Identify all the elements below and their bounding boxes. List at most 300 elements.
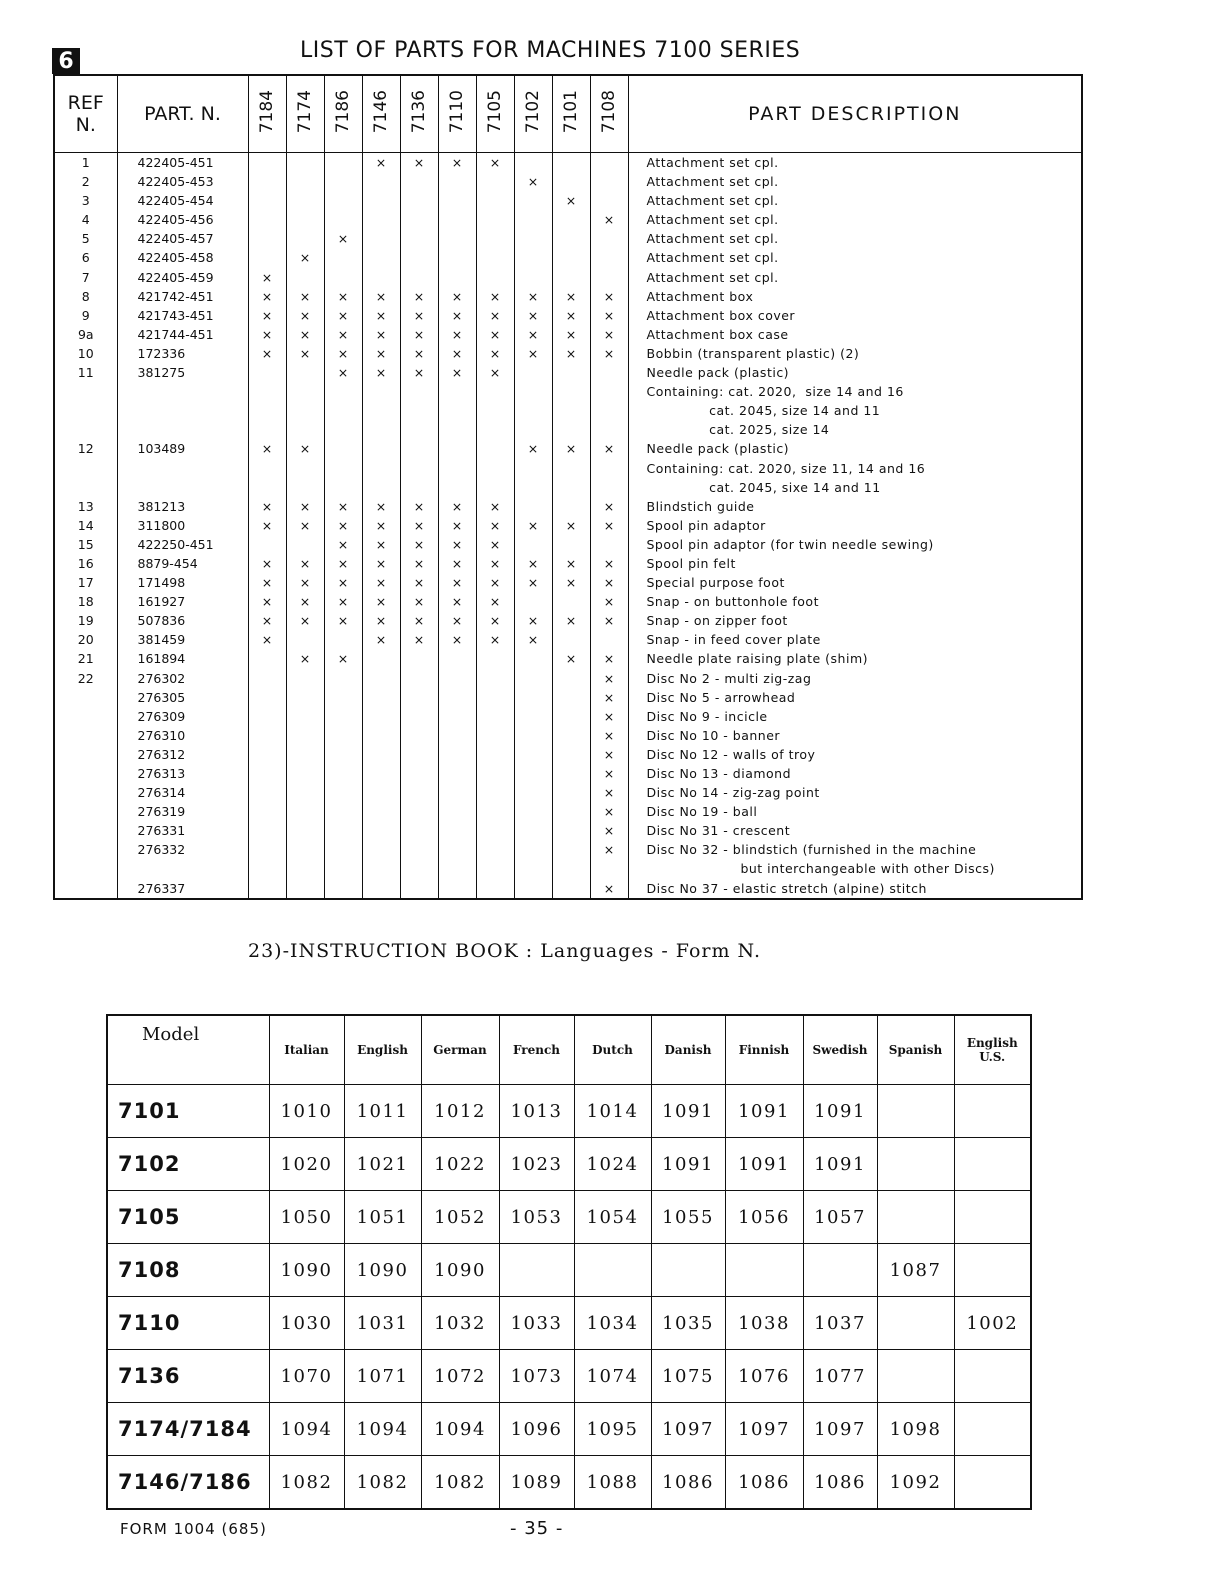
- mark-cell: [476, 726, 514, 745]
- mark-cell: [590, 459, 628, 478]
- description-cell: Attachment set cpl.: [628, 172, 1082, 191]
- mark-cell: [248, 669, 286, 688]
- mark-cell: [400, 802, 438, 821]
- form-number-cell: 1014: [574, 1085, 651, 1138]
- check-mark: ×: [375, 555, 387, 571]
- description-cell: Attachment set cpl.: [628, 248, 1082, 267]
- check-mark: ×: [375, 307, 387, 323]
- mark-cell: [248, 363, 286, 382]
- model-cell: 7108: [107, 1244, 269, 1297]
- form-number-cell: 1096: [499, 1403, 574, 1456]
- mark-cell: [324, 382, 362, 401]
- mark-cell: [286, 726, 324, 745]
- check-mark: ×: [261, 326, 273, 342]
- table-row: [54, 707, 1082, 726]
- check-mark: ×: [603, 823, 615, 839]
- mark-cell: [552, 859, 590, 878]
- table-row: [54, 726, 1082, 745]
- form-number-cell: 1097: [651, 1403, 725, 1456]
- check-mark: ×: [337, 365, 349, 381]
- mark-cell: [552, 764, 590, 783]
- check-mark: ×: [299, 651, 311, 667]
- page-title: LIST OF PARTS FOR MACHINES 7100 SERIES: [300, 38, 801, 63]
- mark-cell: [400, 783, 438, 802]
- mark-cell: [552, 726, 590, 745]
- mark-cell: [324, 401, 362, 420]
- mark-cell: [400, 382, 438, 401]
- model-header-7174: [286, 75, 324, 153]
- mark-cell: [362, 764, 400, 783]
- ref-cell: 9a: [54, 325, 117, 344]
- form-number-cell: [877, 1191, 954, 1244]
- mark-cell: [286, 439, 324, 458]
- mark-cell: [590, 478, 628, 497]
- part-number-cell: 311800: [117, 516, 248, 535]
- mark-cell: [248, 611, 286, 630]
- mark-cell: [362, 172, 400, 191]
- description-cell: Containing: cat. 2020, size 14 and 16: [628, 382, 1082, 401]
- check-mark: ×: [451, 555, 463, 571]
- part-number-cell: [117, 859, 248, 878]
- table-row: [107, 1456, 1031, 1510]
- model-header-7108: [590, 75, 628, 153]
- form-number-cell: 1024: [574, 1138, 651, 1191]
- check-mark: ×: [337, 288, 349, 304]
- mark-cell: [324, 802, 362, 821]
- mark-cell: [362, 229, 400, 248]
- mark-cell: [552, 707, 590, 726]
- mark-cell: [400, 535, 438, 554]
- mark-cell: [400, 191, 438, 210]
- form-number-cell: 1090: [269, 1244, 344, 1297]
- description-cell: Disc No 37 - elastic stretch (alpine) stitch: [628, 879, 1082, 899]
- model-cell: 7102: [107, 1138, 269, 1191]
- mark-cell: [476, 248, 514, 267]
- check-mark: ×: [299, 288, 311, 304]
- table-row: [107, 1297, 1031, 1350]
- part-number-cell: 276319: [117, 802, 248, 821]
- mark-cell: [286, 688, 324, 707]
- form-number-cell: 1082: [421, 1456, 499, 1510]
- ref-cell: [54, 478, 117, 497]
- check-mark: ×: [413, 326, 425, 342]
- mark-cell: [552, 745, 590, 764]
- mark-cell: [324, 287, 362, 306]
- mark-cell: [286, 248, 324, 267]
- model-cell: 7110: [107, 1297, 269, 1350]
- model-cell: 7174/7184: [107, 1403, 269, 1456]
- form-number-cell: 1098: [877, 1403, 954, 1456]
- mark-cell: [324, 439, 362, 458]
- mark-cell: [438, 420, 476, 439]
- mark-cell: [476, 191, 514, 210]
- check-mark: ×: [489, 307, 501, 323]
- table-row: [54, 840, 1082, 859]
- model-cell: 7101: [107, 1085, 269, 1138]
- check-mark: ×: [603, 689, 615, 705]
- mark-cell: [514, 439, 552, 458]
- form-number-cell: [877, 1350, 954, 1403]
- check-mark: ×: [527, 174, 539, 190]
- mark-cell: [552, 325, 590, 344]
- form-number-cell: [954, 1403, 1031, 1456]
- mark-cell: [476, 268, 514, 287]
- model-header-7101: [552, 75, 590, 153]
- mark-cell: [552, 459, 590, 478]
- part-number-cell: 507836: [117, 611, 248, 630]
- table-row: [54, 649, 1082, 668]
- mark-cell: [438, 268, 476, 287]
- ref-cell: 11: [54, 363, 117, 382]
- check-mark: ×: [337, 536, 349, 552]
- form-number-cell: 1038: [725, 1297, 803, 1350]
- ref-cell: [54, 764, 117, 783]
- check-mark: ×: [565, 345, 577, 361]
- table-row: [54, 497, 1082, 516]
- part-number-cell: 276312: [117, 745, 248, 764]
- mark-cell: [552, 153, 590, 173]
- table-row: [54, 382, 1082, 401]
- mark-cell: [590, 363, 628, 382]
- mark-cell: [400, 325, 438, 344]
- part-number-cell: 421744-451: [117, 325, 248, 344]
- mark-cell: [552, 783, 590, 802]
- check-mark: ×: [603, 785, 615, 801]
- model-cell: 7146/7186: [107, 1456, 269, 1510]
- mark-cell: [438, 821, 476, 840]
- mark-cell: [286, 401, 324, 420]
- table-row: [107, 1138, 1031, 1191]
- mark-cell: [514, 306, 552, 325]
- form-number-cell: 1056: [725, 1191, 803, 1244]
- mark-cell: [248, 821, 286, 840]
- mark-cell: [438, 344, 476, 363]
- mark-cell: [438, 649, 476, 668]
- language-header: French: [499, 1015, 574, 1085]
- mark-cell: [400, 821, 438, 840]
- mark-cell: [438, 153, 476, 173]
- mark-cell: [438, 688, 476, 707]
- check-mark: ×: [451, 288, 463, 304]
- check-mark: ×: [489, 613, 501, 629]
- form-number-cell: 1011: [344, 1085, 421, 1138]
- check-mark: ×: [413, 288, 425, 304]
- mark-cell: [590, 821, 628, 840]
- check-mark: ×: [261, 345, 273, 361]
- mark-cell: [476, 439, 514, 458]
- ref-cell: 17: [54, 573, 117, 592]
- part-number-cell: 422405-458: [117, 248, 248, 267]
- ref-cell: [54, 745, 117, 764]
- part-number-cell: 381213: [117, 497, 248, 516]
- form-number-cell: [954, 1085, 1031, 1138]
- mark-cell: [438, 459, 476, 478]
- mark-cell: [286, 611, 324, 630]
- ref-cell: 10: [54, 344, 117, 363]
- mark-cell: [590, 535, 628, 554]
- form-number-cell: 1070: [269, 1350, 344, 1403]
- check-mark: ×: [413, 555, 425, 571]
- check-mark: ×: [337, 345, 349, 361]
- form-number-cell: 1097: [803, 1403, 877, 1456]
- check-mark: ×: [565, 651, 577, 667]
- mark-cell: [362, 840, 400, 859]
- mark-cell: [248, 554, 286, 573]
- check-mark: ×: [337, 594, 349, 610]
- check-mark: ×: [337, 555, 349, 571]
- form-number-cell: 1034: [574, 1297, 651, 1350]
- check-mark: ×: [299, 594, 311, 610]
- mark-cell: [324, 745, 362, 764]
- mark-cell: [514, 802, 552, 821]
- mark-cell: [590, 268, 628, 287]
- check-mark: ×: [603, 555, 615, 571]
- mark-cell: [438, 382, 476, 401]
- check-mark: ×: [603, 727, 615, 743]
- check-mark: ×: [337, 613, 349, 629]
- mark-cell: [476, 478, 514, 497]
- form-number-cell: 1033: [499, 1297, 574, 1350]
- description-cell: Bobbin (transparent plastic) (2): [628, 344, 1082, 363]
- model-header-label: 7184: [257, 90, 277, 134]
- mark-cell: [514, 783, 552, 802]
- description-cell: Attachment box case: [628, 325, 1082, 344]
- check-mark: ×: [375, 288, 387, 304]
- mark-cell: [400, 764, 438, 783]
- page-number: - 35 -: [510, 1518, 564, 1539]
- ref-cell: [54, 707, 117, 726]
- check-mark: ×: [299, 517, 311, 533]
- mark-cell: [552, 592, 590, 611]
- mark-cell: [552, 420, 590, 439]
- mark-cell: [400, 669, 438, 688]
- mark-cell: [324, 764, 362, 783]
- form-number-cell: 1002: [954, 1297, 1031, 1350]
- mark-cell: [324, 783, 362, 802]
- description-cell: cat. 2025, size 14: [628, 420, 1082, 439]
- table-row: [54, 229, 1082, 248]
- table-row: [54, 153, 1082, 173]
- form-number-cell: 1052: [421, 1191, 499, 1244]
- mark-cell: [476, 764, 514, 783]
- mark-cell: [286, 229, 324, 248]
- check-mark: ×: [261, 517, 273, 533]
- mark-cell: [324, 248, 362, 267]
- check-mark: ×: [375, 365, 387, 381]
- mark-cell: [400, 248, 438, 267]
- description-cell: Special purpose foot: [628, 573, 1082, 592]
- model-header-7110: [438, 75, 476, 153]
- mark-cell: [362, 248, 400, 267]
- description-cell: Attachment box cover: [628, 306, 1082, 325]
- mark-cell: [362, 325, 400, 344]
- mark-cell: [438, 191, 476, 210]
- check-mark: ×: [375, 155, 387, 170]
- mark-cell: [286, 649, 324, 668]
- form-number-cell: 1094: [421, 1403, 499, 1456]
- mark-cell: [248, 840, 286, 859]
- check-mark: ×: [451, 345, 463, 361]
- check-mark: ×: [337, 575, 349, 591]
- check-mark: ×: [527, 632, 539, 648]
- check-mark: ×: [489, 594, 501, 610]
- mark-cell: [476, 363, 514, 382]
- check-mark: ×: [489, 155, 501, 170]
- check-mark: ×: [603, 594, 615, 610]
- mark-cell: [438, 726, 476, 745]
- table-row: [54, 554, 1082, 573]
- mark-cell: [400, 554, 438, 573]
- mark-cell: [514, 649, 552, 668]
- mark-cell: [590, 630, 628, 649]
- mark-cell: [552, 554, 590, 573]
- check-mark: ×: [261, 613, 273, 629]
- mark-cell: [438, 592, 476, 611]
- mark-cell: [286, 802, 324, 821]
- mark-cell: [324, 879, 362, 899]
- ref-cell: [54, 879, 117, 899]
- ref-header: REF N.: [54, 75, 117, 153]
- mark-cell: [400, 420, 438, 439]
- check-mark: ×: [261, 288, 273, 304]
- mark-cell: [286, 879, 324, 899]
- check-mark: ×: [565, 517, 577, 533]
- mark-cell: [438, 630, 476, 649]
- mark-cell: [476, 707, 514, 726]
- language-header: English: [344, 1015, 421, 1085]
- form-number-cell: 1086: [803, 1456, 877, 1510]
- form-number-cell: 1075: [651, 1350, 725, 1403]
- check-mark: ×: [489, 517, 501, 533]
- table-row: [107, 1085, 1031, 1138]
- mark-cell: [590, 287, 628, 306]
- mark-cell: [438, 306, 476, 325]
- mark-cell: [590, 153, 628, 173]
- check-mark: ×: [375, 536, 387, 552]
- mark-cell: [286, 306, 324, 325]
- ref-cell: [54, 382, 117, 401]
- parts-body: [54, 153, 1082, 899]
- mark-cell: [438, 573, 476, 592]
- mark-cell: [476, 401, 514, 420]
- mark-cell: [514, 229, 552, 248]
- part-number-cell: 161894: [117, 649, 248, 668]
- mark-cell: [248, 802, 286, 821]
- mark-cell: [362, 669, 400, 688]
- check-mark: ×: [527, 517, 539, 533]
- part-number-cell: 161927: [117, 592, 248, 611]
- description-header: PART DESCRIPTION: [628, 75, 1082, 153]
- ref-cell: 14: [54, 516, 117, 535]
- ref-cell: 9: [54, 306, 117, 325]
- mark-cell: [362, 802, 400, 821]
- mark-cell: [476, 306, 514, 325]
- table-row: [54, 821, 1082, 840]
- mark-cell: [438, 497, 476, 516]
- mark-cell: [248, 325, 286, 344]
- mark-cell: [476, 535, 514, 554]
- mark-cell: [286, 382, 324, 401]
- description-cell: Disc No 32 - blindstich (furnished in the machine: [628, 840, 1082, 859]
- mark-cell: [438, 210, 476, 229]
- form-number-cell: 1050: [269, 1191, 344, 1244]
- mark-cell: [400, 688, 438, 707]
- mark-cell: [590, 191, 628, 210]
- mark-cell: [476, 840, 514, 859]
- check-mark: ×: [603, 670, 615, 686]
- mark-cell: [552, 172, 590, 191]
- mark-cell: [438, 879, 476, 899]
- language-header: Finnish: [725, 1015, 803, 1085]
- mark-cell: [514, 191, 552, 210]
- part-number-cell: 276314: [117, 783, 248, 802]
- mark-cell: [438, 516, 476, 535]
- mark-cell: [438, 535, 476, 554]
- mark-cell: [248, 573, 286, 592]
- form-number-cell: 1088: [574, 1456, 651, 1510]
- model-header: Model: [107, 1015, 269, 1085]
- mark-cell: [514, 325, 552, 344]
- model-header-label: 7105: [485, 90, 505, 134]
- table-row: [54, 688, 1082, 707]
- mark-cell: [476, 611, 514, 630]
- check-mark: ×: [337, 651, 349, 667]
- form-number-cell: [954, 1244, 1031, 1297]
- mark-cell: [286, 554, 324, 573]
- description-cell: Disc No 14 - zig-zag point: [628, 783, 1082, 802]
- mark-cell: [400, 611, 438, 630]
- mark-cell: [438, 802, 476, 821]
- mark-cell: [248, 191, 286, 210]
- mark-cell: [552, 306, 590, 325]
- mark-cell: [286, 840, 324, 859]
- mark-cell: [362, 707, 400, 726]
- mark-cell: [324, 573, 362, 592]
- form-number-cell: 1051: [344, 1191, 421, 1244]
- mark-cell: [514, 401, 552, 420]
- form-number-cell: 1094: [269, 1403, 344, 1456]
- mark-cell: [476, 802, 514, 821]
- language-header: Danish: [651, 1015, 725, 1085]
- mark-cell: [476, 745, 514, 764]
- check-mark: ×: [375, 498, 387, 514]
- mark-cell: [514, 630, 552, 649]
- check-mark: ×: [375, 613, 387, 629]
- mark-cell: [248, 439, 286, 458]
- check-mark: ×: [565, 307, 577, 323]
- mark-cell: [514, 821, 552, 840]
- mark-cell: [476, 688, 514, 707]
- form-number-cell: [954, 1138, 1031, 1191]
- mark-cell: [590, 649, 628, 668]
- mark-cell: [286, 859, 324, 878]
- part-number-cell: 276313: [117, 764, 248, 783]
- check-mark: ×: [375, 326, 387, 342]
- model-header-label: 7186: [333, 90, 353, 134]
- mark-cell: [286, 210, 324, 229]
- model-header-label: 7146: [371, 90, 391, 134]
- mark-cell: [438, 859, 476, 878]
- form-number-cell: 1021: [344, 1138, 421, 1191]
- mark-cell: [476, 172, 514, 191]
- table-row: [54, 325, 1082, 344]
- mark-cell: [590, 783, 628, 802]
- ref-cell: 5: [54, 229, 117, 248]
- mark-cell: [248, 459, 286, 478]
- mark-cell: [248, 764, 286, 783]
- check-mark: ×: [603, 498, 615, 514]
- mark-cell: [362, 497, 400, 516]
